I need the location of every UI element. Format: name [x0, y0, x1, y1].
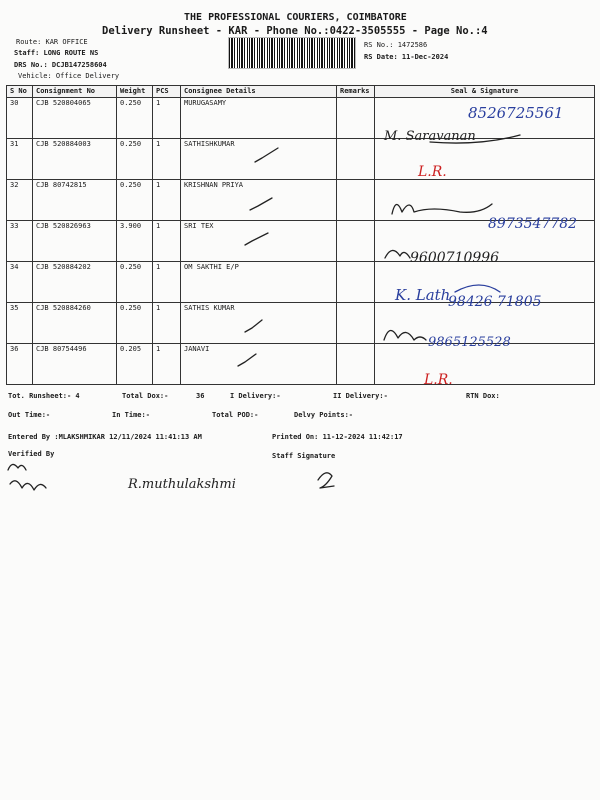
cell-consignee: JANAVI — [181, 344, 337, 385]
verifier-initials — [8, 464, 46, 490]
cell-sno: 36 — [7, 344, 33, 385]
ii-delivery: II Delivery:- — [333, 392, 388, 400]
handwritten-name: M. Saravanan — [384, 129, 476, 144]
col-header-weight: Weight — [117, 86, 153, 98]
rs-number: RS No.: 1472586 — [364, 41, 428, 49]
cell-consignee: KRISHNAN PRIYA — [181, 180, 337, 221]
col-header-pcs: PCS — [153, 86, 181, 98]
out-time: Out Time:- — [8, 411, 51, 419]
cell-sno: 31 — [7, 139, 33, 180]
col-header-sno: S No — [7, 86, 33, 98]
tot-runsheet: Tot. Runsheet:- 4 — [8, 392, 80, 400]
cell-pcs: 1 — [153, 98, 181, 139]
route-label: Route: KAR OFFICE — [16, 38, 88, 46]
handwritten-phone: 9600710996 — [410, 250, 500, 266]
cell-weight: 0.250 — [117, 262, 153, 303]
cell-pcs: 1 — [153, 180, 181, 221]
staff-signature-mark — [318, 473, 334, 488]
vehicle-label: Vehicle: Office Delivery — [18, 72, 120, 80]
signature-stroke — [392, 204, 492, 214]
signature-stroke — [385, 250, 410, 258]
cell-consignee: SATHIS KUMAR — [181, 303, 337, 344]
tick-mark — [255, 148, 278, 162]
cell-consignment: CJB 80742815 — [33, 180, 117, 221]
handwritten-phone: 8526725561 — [468, 104, 564, 122]
total-pod: Total POD:- — [212, 411, 259, 419]
cell-sno: 33 — [7, 221, 33, 262]
total-dox-label: Total Dox:- — [122, 392, 169, 400]
cell-sno: 34 — [7, 262, 33, 303]
cell-weight: 0.205 — [117, 344, 153, 385]
verifier-signature: R.muthulakshmi — [128, 477, 236, 492]
cell-consignment: CJB 520804065 — [33, 98, 117, 139]
signature-stroke — [384, 330, 426, 340]
cell-pcs: 1 — [153, 303, 181, 344]
printed-on: Printed On: 11-12-2024 11:42:17 — [272, 433, 403, 441]
handwritten-mark: L.R. — [424, 372, 453, 388]
runsheet-title: Delivery Runsheet - KAR - Phone No.:0422-3505555 - Page No.:4 — [102, 25, 488, 37]
tick-mark — [245, 233, 268, 245]
cell-weight: 0.250 — [117, 139, 153, 180]
in-time: In Time:- — [112, 411, 150, 419]
tick-mark — [250, 198, 272, 210]
cell-weight: 0.250 — [117, 303, 153, 344]
handwritten-phone: 98426 71805 — [448, 294, 542, 310]
cell-sno: 30 — [7, 98, 33, 139]
company-name: THE PROFESSIONAL COURIERS, COIMBATORE — [184, 12, 407, 23]
cell-consignment: CJB 520826963 — [33, 221, 117, 262]
handwritten-phone: 9865125528 — [428, 335, 511, 350]
handwritten-name: K. Lath — [395, 286, 451, 304]
cell-pcs: 1 — [153, 221, 181, 262]
total-dox-value: 36 — [196, 392, 205, 400]
rs-date: RS Date: 11-Dec-2024 — [364, 53, 449, 61]
col-header-consignee: Consignee Details — [181, 86, 337, 98]
cell-weight: 0.250 — [117, 98, 153, 139]
cell-consignee: MURUGASAMY — [181, 98, 337, 139]
col-header-consignment: Consignment No — [33, 86, 117, 98]
cell-consignee: SRI TEX — [181, 221, 337, 262]
cell-consignment: CJB 520884202 — [33, 262, 117, 303]
cell-sno: 35 — [7, 303, 33, 344]
cell-pcs: 1 — [153, 139, 181, 180]
staff-signature-label: Staff Signature — [272, 452, 336, 460]
cell-pcs: 1 — [153, 344, 181, 385]
cell-weight: 3.900 — [117, 221, 153, 262]
signature-stroke — [455, 285, 500, 292]
tick-mark — [238, 354, 256, 366]
col-header-signature: Seal & Signature — [375, 86, 595, 98]
rtn-dox: RTN Dox: — [466, 392, 500, 400]
cell-sno: 32 — [7, 180, 33, 221]
entered-by: Entered By :MLAKSHMIKAR 12/11/2024 11:41:13 AM — [8, 433, 202, 441]
staff-label: Staff: LONG ROUTE NS — [14, 49, 99, 57]
delvy-points: Delvy Points:- — [294, 411, 354, 419]
drs-number: DRS No.: DCJB147258604 — [14, 61, 107, 69]
cell-weight: 0.250 — [117, 180, 153, 221]
cell-consignment: CJB 520884003 — [33, 139, 117, 180]
i-delivery: I Delivery:- — [230, 392, 281, 400]
verified-by-label: Verified By — [8, 450, 55, 458]
cell-consignee: OM SAKTHI E/P — [181, 262, 337, 303]
col-header-remarks: Remarks — [337, 86, 375, 98]
handwritten-phone: 8973547782 — [488, 216, 578, 232]
handwritten-mark: L.R. — [418, 164, 447, 180]
cell-consignment: CJB 80754496 — [33, 344, 117, 385]
tick-mark — [245, 320, 262, 332]
cell-consignment: CJB 520884260 — [33, 303, 117, 344]
cell-pcs: 1 — [153, 262, 181, 303]
cell-consignee: SATHISHKUMAR — [181, 139, 337, 180]
